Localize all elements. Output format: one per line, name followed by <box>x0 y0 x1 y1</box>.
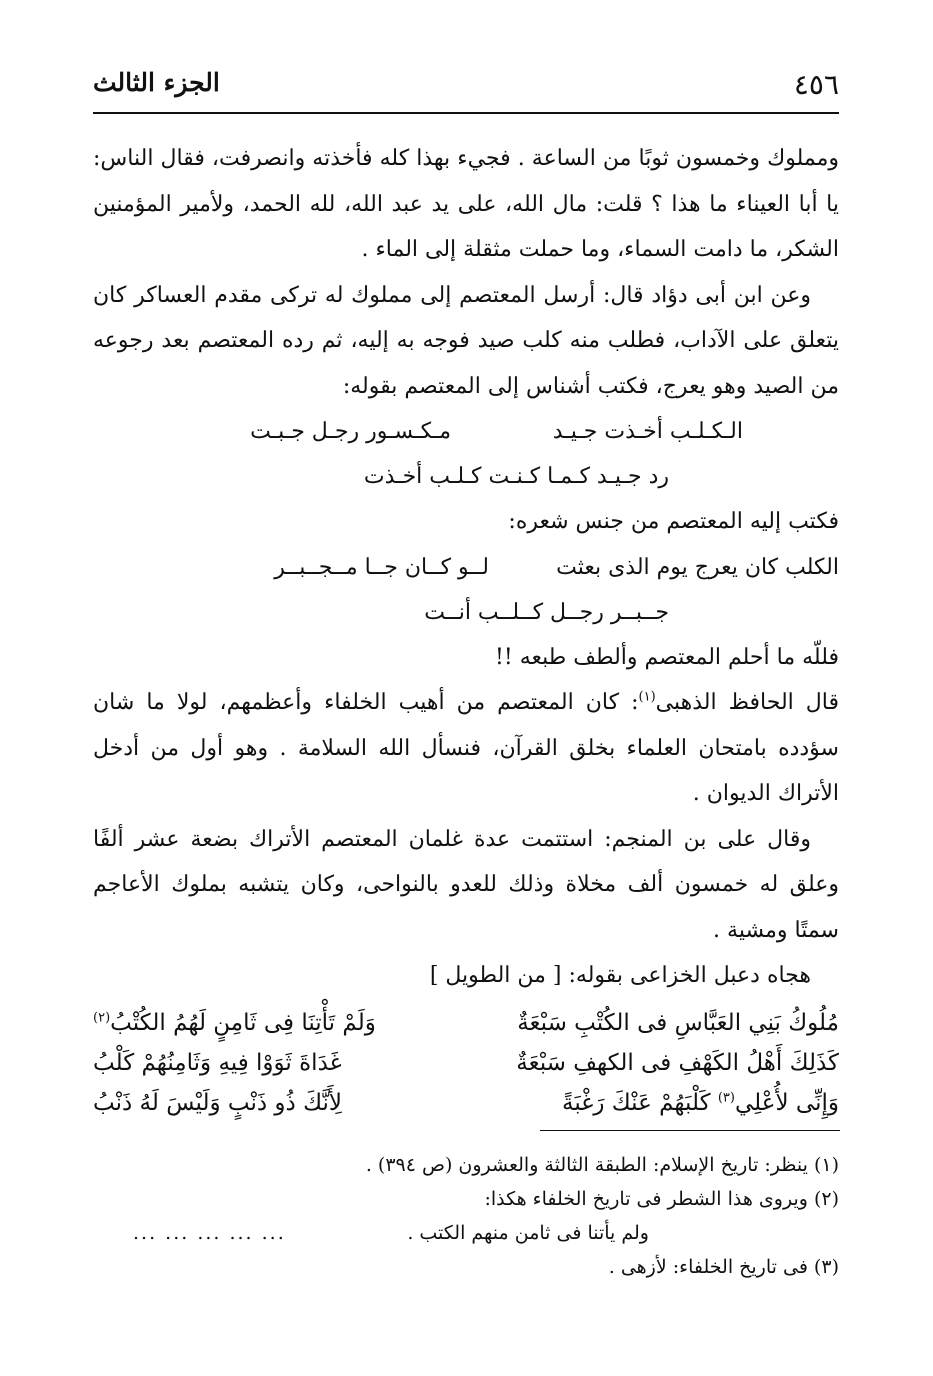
verse-line <box>93 409 839 454</box>
footnote-reference: (٣) <box>717 1089 735 1105</box>
poem-verse <box>93 1041 839 1081</box>
variant-text: ولم يأتنا فى ثامن منهم الكتب . <box>407 1222 649 1244</box>
paragraph <box>93 680 839 817</box>
paragraph: هجاه دعبل الخزاعى بقوله: [ من الطويل ] <box>429 963 811 988</box>
verse-line: جــبــر رجــل كــلــب أنــت <box>424 599 669 625</box>
footnote-separator <box>540 1130 840 1131</box>
hemistich-text: وَلَمْ تَأْتِنَا فِى ثَامِنٍ لَهُمُ الكُتْبُ <box>110 1009 376 1036</box>
paragraph: فللّه ما أحلم المعتصم وألطف طبعه !! <box>495 644 839 670</box>
poem <box>93 1001 839 1121</box>
poem-hemistich-left <box>93 1001 376 1047</box>
main-text <box>93 136 839 1121</box>
paragraph: ومملوك وخمسون ثوبًا من الساعة . فجيء بهذا كله فأخذته وانصرفت، فقال الناس: يا أبا العيناء ما هذا ؟ قلت: مال الله، على يد عبد الله، لله الحمد، ولأمير المؤمنين الشكر، ما دامت السماء، وما حملت مثقلة إلى الماء . <box>93 146 839 262</box>
footnote-reference: (٢) <box>93 1009 111 1025</box>
paragraph: فكتب إليه المعتصم من جنس شعره: <box>508 509 839 534</box>
poem-hemistich-left: لِأَنَّكَ ذُو ذَنْبٍ وَلَيْسَ لَهُ ذَنْبُ <box>93 1089 342 1116</box>
page-number: ٤٥٦ <box>793 68 839 101</box>
poem-verse <box>93 1081 839 1121</box>
paragraph-start: قال الحافظ الذهبى <box>655 690 840 715</box>
footnote: (٣) فى تاريخ الخلفاء: لأزهى . <box>608 1256 839 1278</box>
poem-hemistich-right: كَذَلِكَ أَهْلُ الكَهْفِ فى الكهفِ سَبْعَةٌ <box>516 1049 839 1076</box>
hemistich-text: كَلْبَهُمْ عَنْكَ رَغْبَةً <box>562 1089 718 1116</box>
footnote-reference: (١) <box>638 689 656 705</box>
running-title: الجزء الثالث <box>93 68 220 97</box>
paragraph: وقال على بن المنجم: استتمت عدة غلمان المعتصم الأتراك بضعة عشر ألفًا وعلق له خمسون ألف مخلاة وذلك للعدو بالنواحى، وكان يتشبه بملوك الأعاجم سمتًا ومشية . <box>93 826 839 943</box>
footnotes <box>93 1148 839 1284</box>
paragraph: وعن ابن أبى دؤاد قال: أرسل المعتصم إلى مملوك له تركى مقدم العساكر كان يتعلق على الآداب، فطلب منه كلب صيد فوجه به إليه، ثم رده المعتصم بعد رجوعه من الصيد وهو يعرج، فكتب أشناس إلى المعتصم بقوله: <box>93 282 839 399</box>
verse-hemistich: الكلب كان يعرج يوم الذى بعثت <box>556 554 839 580</box>
verse-line <box>93 545 839 590</box>
poem-hemistich-right: مُلُوكُ بَنِي العَبَّاسِ فى الكُتْبِ سَبْعَةٌ <box>517 1009 839 1036</box>
footnote: (١) ينظر: تاريخ الإسلام: الطبقة الثالثة والعشرون (ص ٣٩٤) . <box>365 1154 839 1176</box>
poem-verse <box>93 1001 839 1041</box>
variant-dots: ... ... ... ... ... <box>133 1222 286 1244</box>
verse-line: رد جـيـد كـمـا كـنـت كـلـب أخـذت <box>363 464 669 489</box>
footnote: (٢) ويروى هذا الشطر فى تاريخ الخلفاء هكذا: <box>484 1188 839 1210</box>
hemistich-text: وَإِنِّى لأُعْلِي <box>734 1089 839 1116</box>
verse-hemistich: مـكـسـور رجـل جـبـت <box>250 419 451 444</box>
page-header <box>93 62 839 114</box>
verse-hemistich: لــو كــان جــا مــجــبــر <box>274 554 489 580</box>
poem-hemistich-left: غَدَاةَ ثَوَوْا فِيهِ وَثَامِنُهُمْ كَلْبُ <box>93 1049 342 1076</box>
footnote-variant-line <box>93 1216 839 1250</box>
verse-hemistich: الـكـلـب أخـذت جـيـد <box>552 419 743 444</box>
paragraph-rest: : كان المعتصم من أهيب الخلفاء وأعظمهم، لولا ما شان سؤدده بامتحان العلماء بخلق القرآن، فنسأل الله السلامة . وهو أول من أدخل الأتراك الديوان . <box>93 690 839 806</box>
poem-hemistich-right <box>562 1081 839 1127</box>
